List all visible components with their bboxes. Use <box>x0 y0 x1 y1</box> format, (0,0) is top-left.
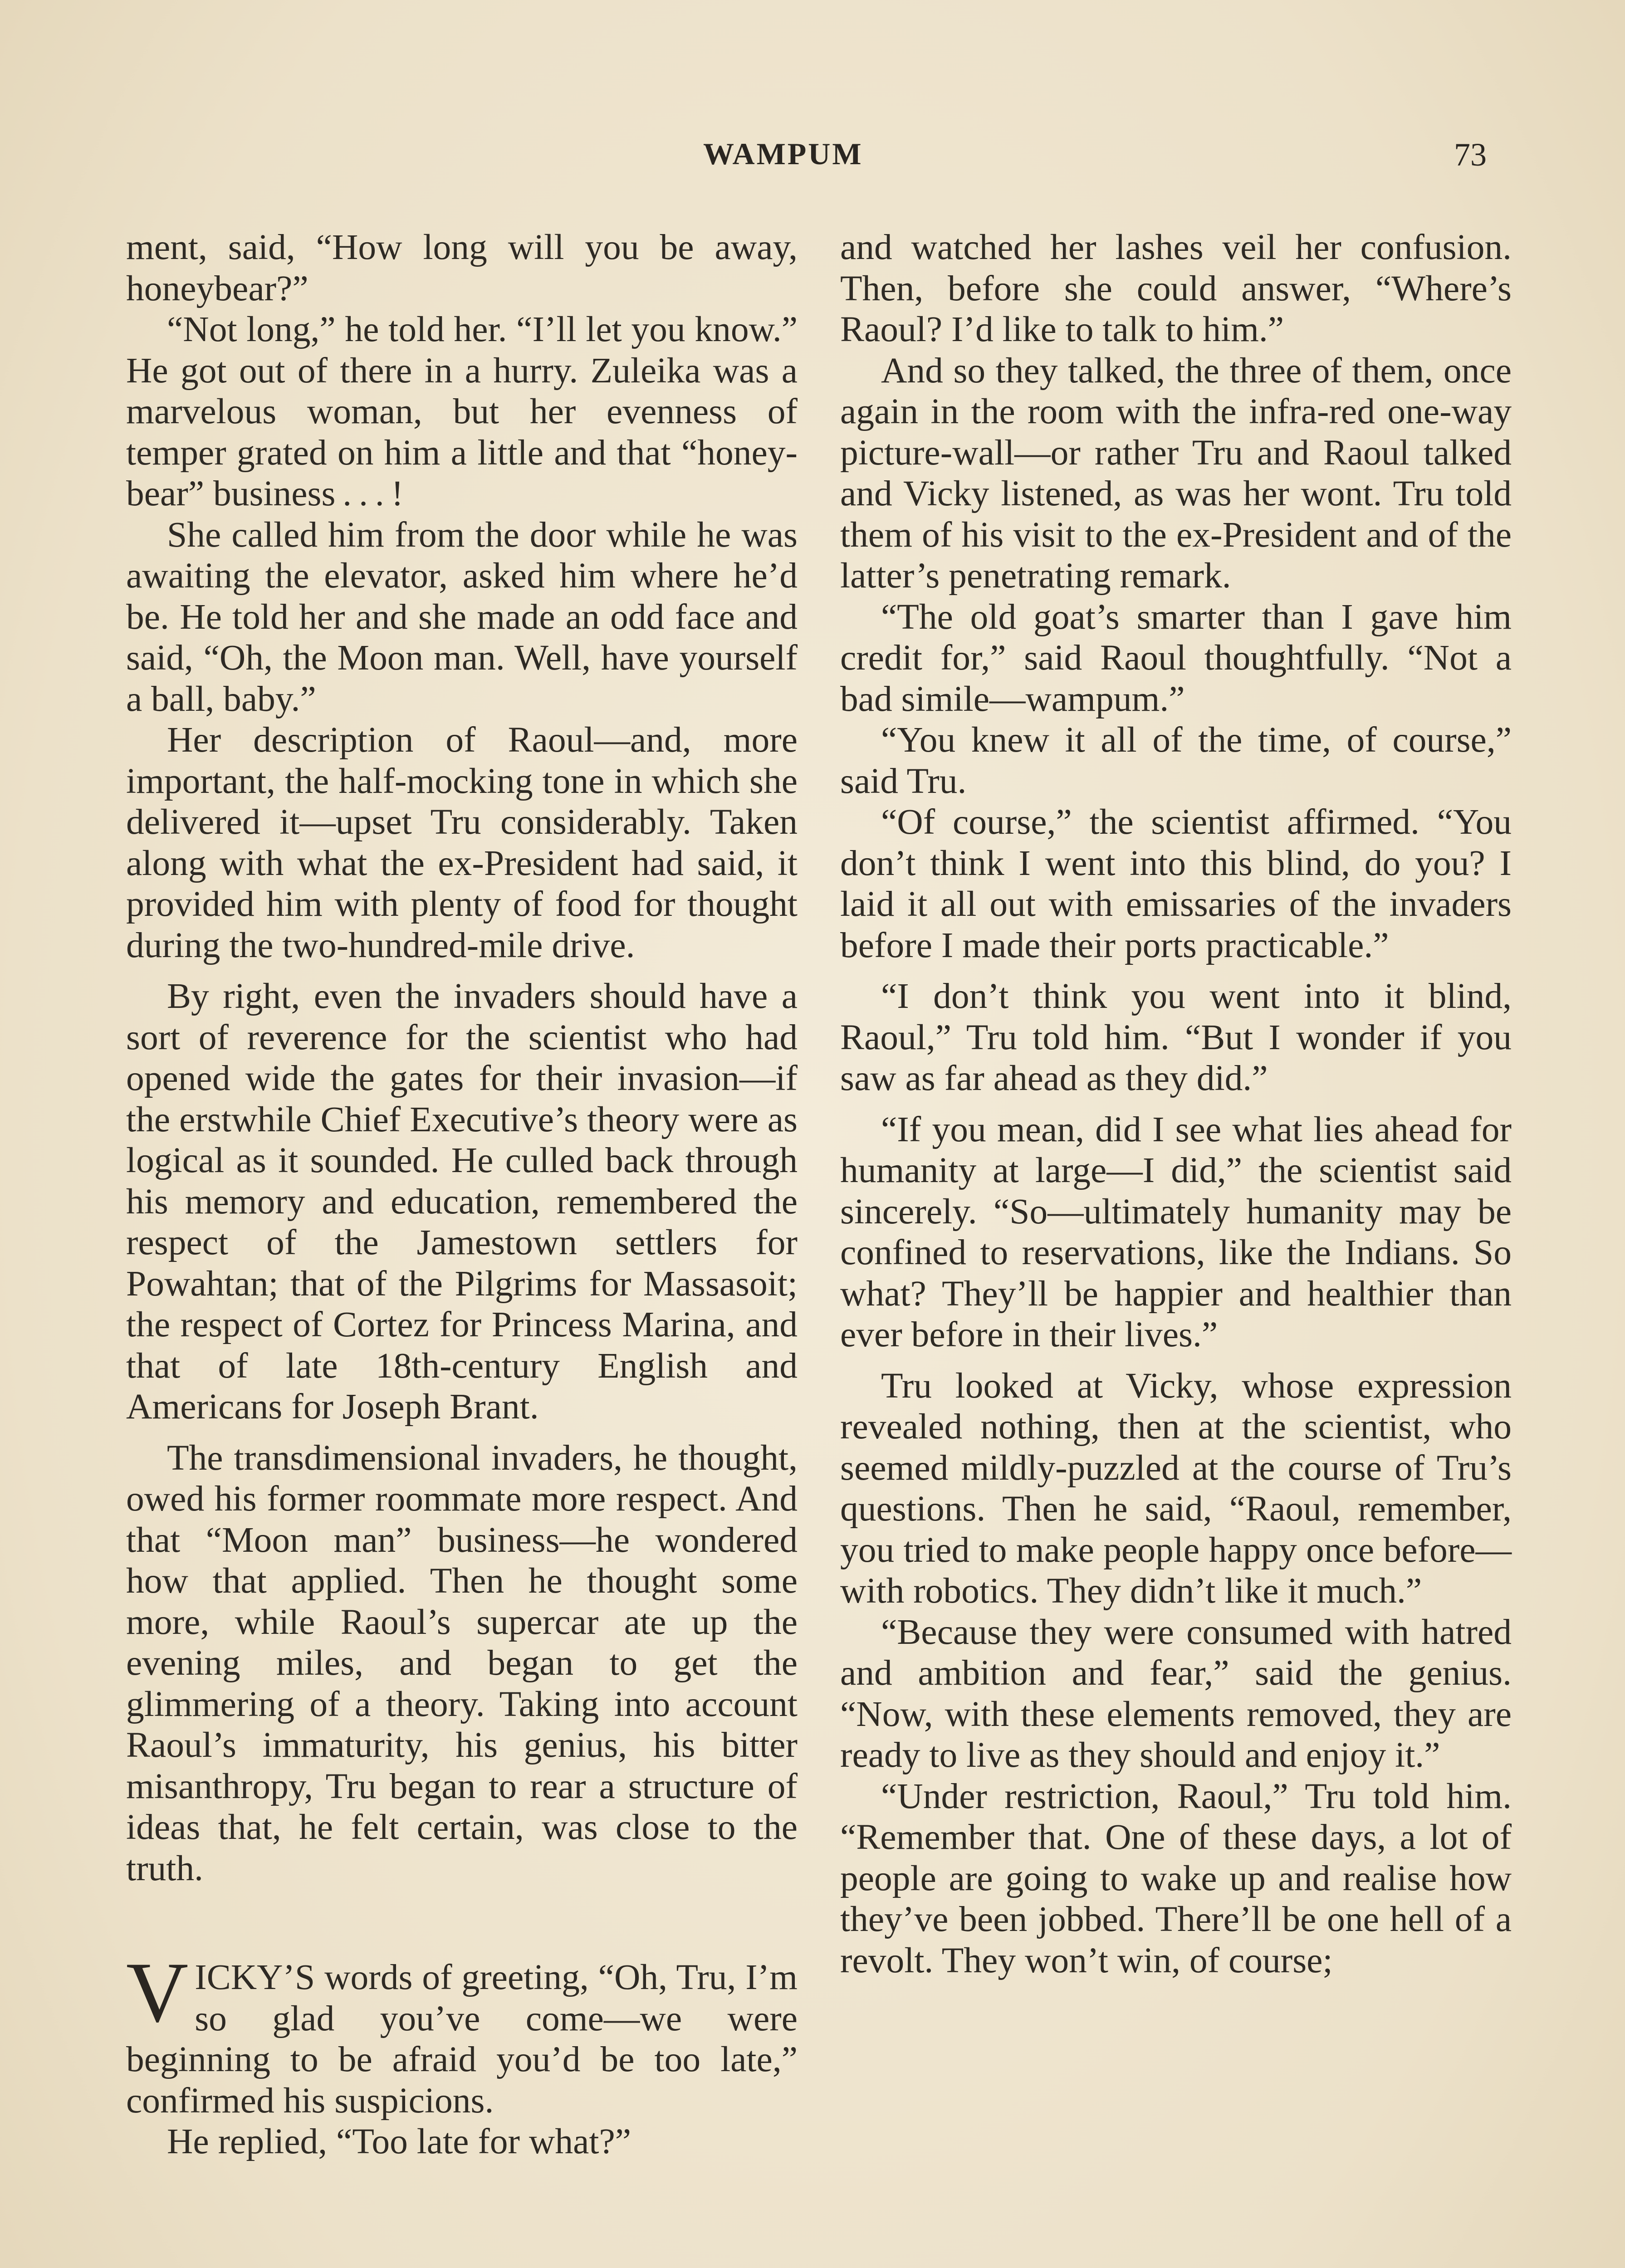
paragraph: “The old goat’s smarter than I gave him credit for,” said Raoul thoughtfully. “Not a bad simile—wampum.” <box>840 596 1512 719</box>
page-number: 73 <box>1454 137 1487 173</box>
section-opening-paragraph <box>126 1945 798 2121</box>
paragraph: “If you mean, did I see what lies ahead for humanity at large—I did,” the scientist said sincerely. “So—ultimately humanity may be confined to reservations, like the Indians. So what? They’ll be happier and healthier than ever before in their lives.” <box>840 1109 1512 1354</box>
right-column <box>840 227 1512 1981</box>
paragraph: She called him from the door while he was awaiting the elevator, asked him where he’d be. He told her and she made an odd face and said, “Oh, the Moon man. Well, have yourself a ball, baby.” <box>126 514 798 719</box>
paragraph: ment, said, “How long will you be away, honeybear?” <box>126 227 798 308</box>
paragraph: and watched her lashes veil her confusion. Then, before she could answer, “Where’s Raoul? I’d like to talk to him.” <box>840 227 1512 349</box>
paragraph: Her description of Raoul—and, more important, the half-mocking tone in which she delivered it—upset Tru considerably. Taken along with what the ex-President had said, it provided him with plenty of food for thought during the two-hundred-mile drive. <box>126 720 798 965</box>
drop-cap: V <box>126 1945 189 2040</box>
paragraph: He replied, “Too late for what?” <box>167 2121 631 2161</box>
section-opening-text: ICKY’S words of greeting, “Oh, Tru, I’m so glad you’ve come—we were beginning to be afraid you’d be too late,” confirmed his suspicions. <box>126 1957 798 2121</box>
paragraph: Tru looked at Vicky, whose expression revealed nothing, then at the scientist, who seemed mildly-puzzled at the course of Tru’s questions. Then he said, “Raoul, remember, you tried to make people happy once before—with robotics. They didn’t like it much.” <box>840 1365 1512 1611</box>
paragraph: “You knew it all of the time, of course,” said Tru. <box>840 720 1512 801</box>
paragraph: “Of course,” the scientist affirmed. “You don’t think I went into this blind, do you? I laid it all out with emissaries of the invaders before I made their ports practicable.” <box>840 802 1512 965</box>
left-column <box>126 227 798 2162</box>
paragraph: “I don’t think you went into it blind, Raoul,” Tru told him. “But I wonder if you saw as far ahead as they did.” <box>840 976 1512 1098</box>
running-head: WAMPUM <box>703 137 863 171</box>
paragraph: And so they talked, the three of them, once again in the room with the infra-red one-way picture-wall—or rather Tru and Raoul talked and Vicky listened, as was her wont. Tru told them of his visit to the ex-President and of the latter’s penetrating remark. <box>840 350 1512 596</box>
paragraph: “Because they were consumed with hatred and ambition and fear,” said the genius. “Now, with these elements removed, they are ready to live as they should and enjoy it.” <box>840 1612 1512 1775</box>
paragraph: By right, even the invaders should have a sort of reverence for the scientist who had opened wide the gates for their invasion—if the erstwhile Chief Executive’s theory were as logical as it sounded. He culled back through his memory and education, remembered the respect of the Jamestown settlers for Powahtan; that of the Pilgrims for Massasoit; the respect of Cortez for Princess Marina, and that of late 18th-century English and Americans for Joseph Brant. <box>126 976 798 1427</box>
paragraph: The transdimensional invaders, he thought, owed his former roommate more respect. And that “Moon man” business—he wondered how that applied. Then he thought some more, while Raoul’s supercar ate up the evening miles, and began to get the glimmering of a theory. Taking into account Raoul’s immaturity, his genius, his bitter misanthropy, Tru began to rear a structure of ideas that, he felt certain, was close to the truth. <box>126 1437 798 1888</box>
paragraph: “Not long,” he told her. “I’ll let you know.” He got out of there in a hurry. Zuleika was a marvelous woman, but her evenness of temper grated on him a little and that “honeybear” business . . . ! <box>126 309 798 513</box>
paragraph: “Under restriction, Raoul,” Tru told him. “Remember that. One of these days, a lot of people are going to wake up and realise how they’ve been jobbed. There’ll be one hell of a revolt. They won’t win, of course; <box>840 1776 1512 1980</box>
